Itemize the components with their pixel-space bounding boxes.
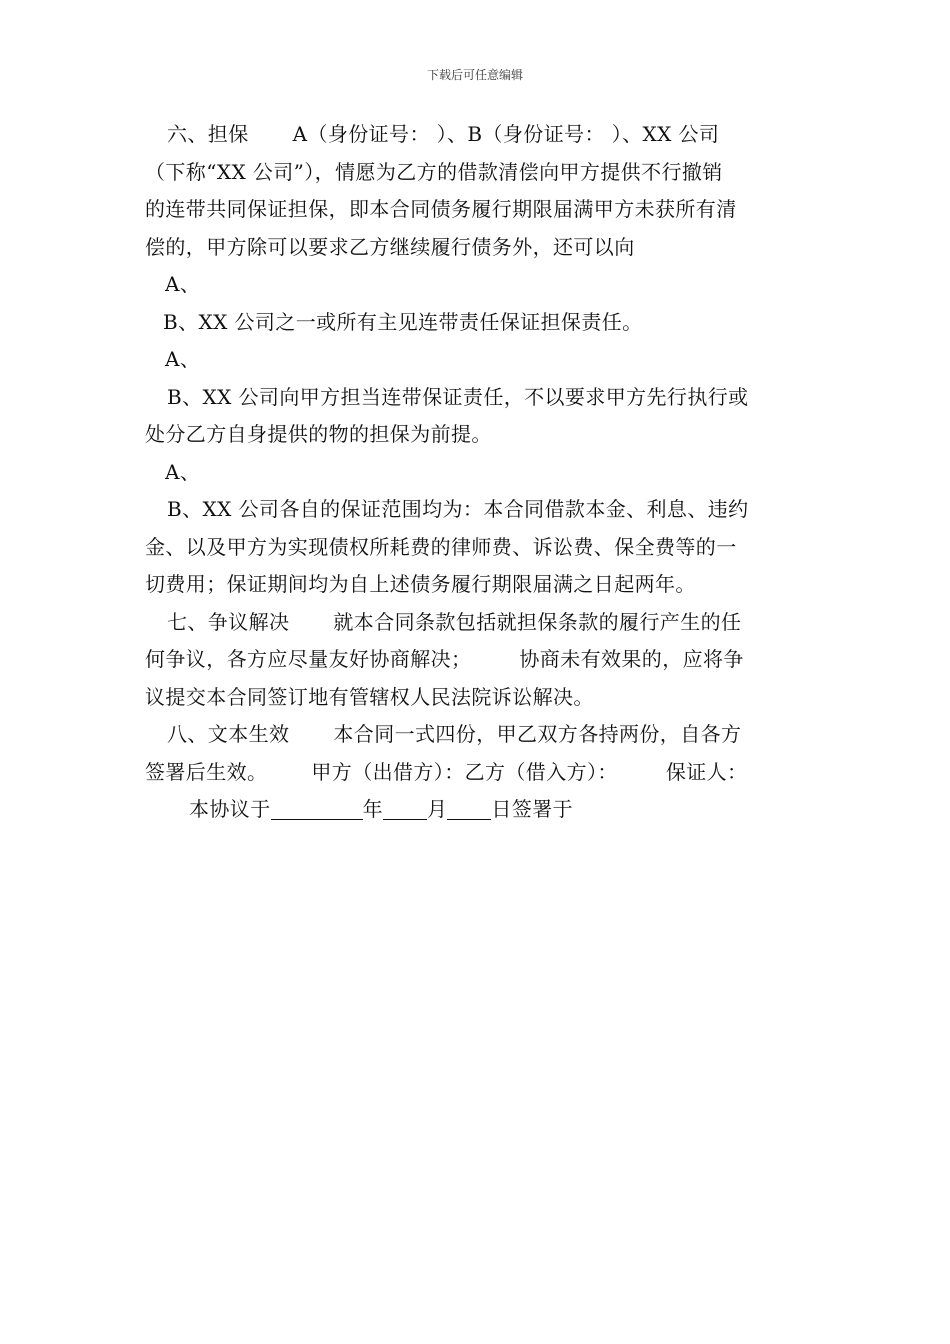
section-6-line-4: 偿的，甲方除可以要求乙方继续履行债务外，还可以向 [145,234,635,259]
clause-a-3: A、 [165,459,201,484]
document-body [145,116,825,829]
guarantor-label: 保证人： [665,759,748,784]
clause-b-2-line-1: B、XX 公司向甲方担当连带保证责任，不以要求甲方先行执行或 [167,384,749,409]
party-b-label: 乙方（借入方）： [464,759,618,784]
clause-a-2: A、 [165,347,201,371]
section-7-line-2: 何争议，各方应尽量友好协商解决； 协商未有效果的，应将争 [145,647,744,671]
year-blank [271,795,363,820]
clause-b-2-line-2: 处分乙方自身提供的物的担保为前提。 [145,422,492,446]
section-8-line-1: 八、文本生效 本合同一式四份，甲乙双方各持两份，自各方 [145,716,825,754]
clause-a-1: A、 [165,272,201,296]
clause-b-3-line-2: 金、以及甲方为实现债权所耗费的律师费、诉讼费、保全费等的一 [145,534,737,559]
page-header: 下载后可任意编辑 [426,68,523,82]
month-blank [383,795,427,820]
section-8-heading: 八、文本生效 [167,722,290,746]
section-7-heading: 七、争议解决 [167,609,290,634]
section-7-line-1: 七、争议解决 就本合同条款包括就担保条款的履行产生的任 [145,604,825,642]
section-8-line-2: 签署后生效。 甲方（出借方）：乙方（借入方）： 保证人： [145,754,825,792]
clause-b-3-line-3: 切费用；保证期间均为自上述债务履行期限届满之日起两年。 [145,572,696,596]
section-6-heading: 六、担保 [167,122,249,146]
section-7-line-3: 议提交本合同签订地有管辖权人民法院诉讼解决。 [145,684,594,709]
party-a-label: 甲方（出借方）： [311,759,465,784]
clause-b-1: B、XX 公司之一或所有主见连带责任保证担保责任。 [163,309,643,334]
clause-b-3-line-1: B、XX 公司各自的保证范围均为：本合同借款本金、利息、违约 [167,497,749,521]
section-6-line-1: 六、担保 A（身份证号： ）、B（身份证号： ）、XX 公司 [145,116,825,154]
day-blank [447,795,491,820]
section-6-line-2: （下称“XX 公司”），情愿为乙方的借款清偿向甲方提供不行撤销 [145,159,723,184]
section-6-line-3: 的连带共同保证担保，即本合同债务履行期限届满甲方未获所有清 [145,197,737,221]
signing-line: 本协议于 年 月 日签署于 [189,797,574,821]
